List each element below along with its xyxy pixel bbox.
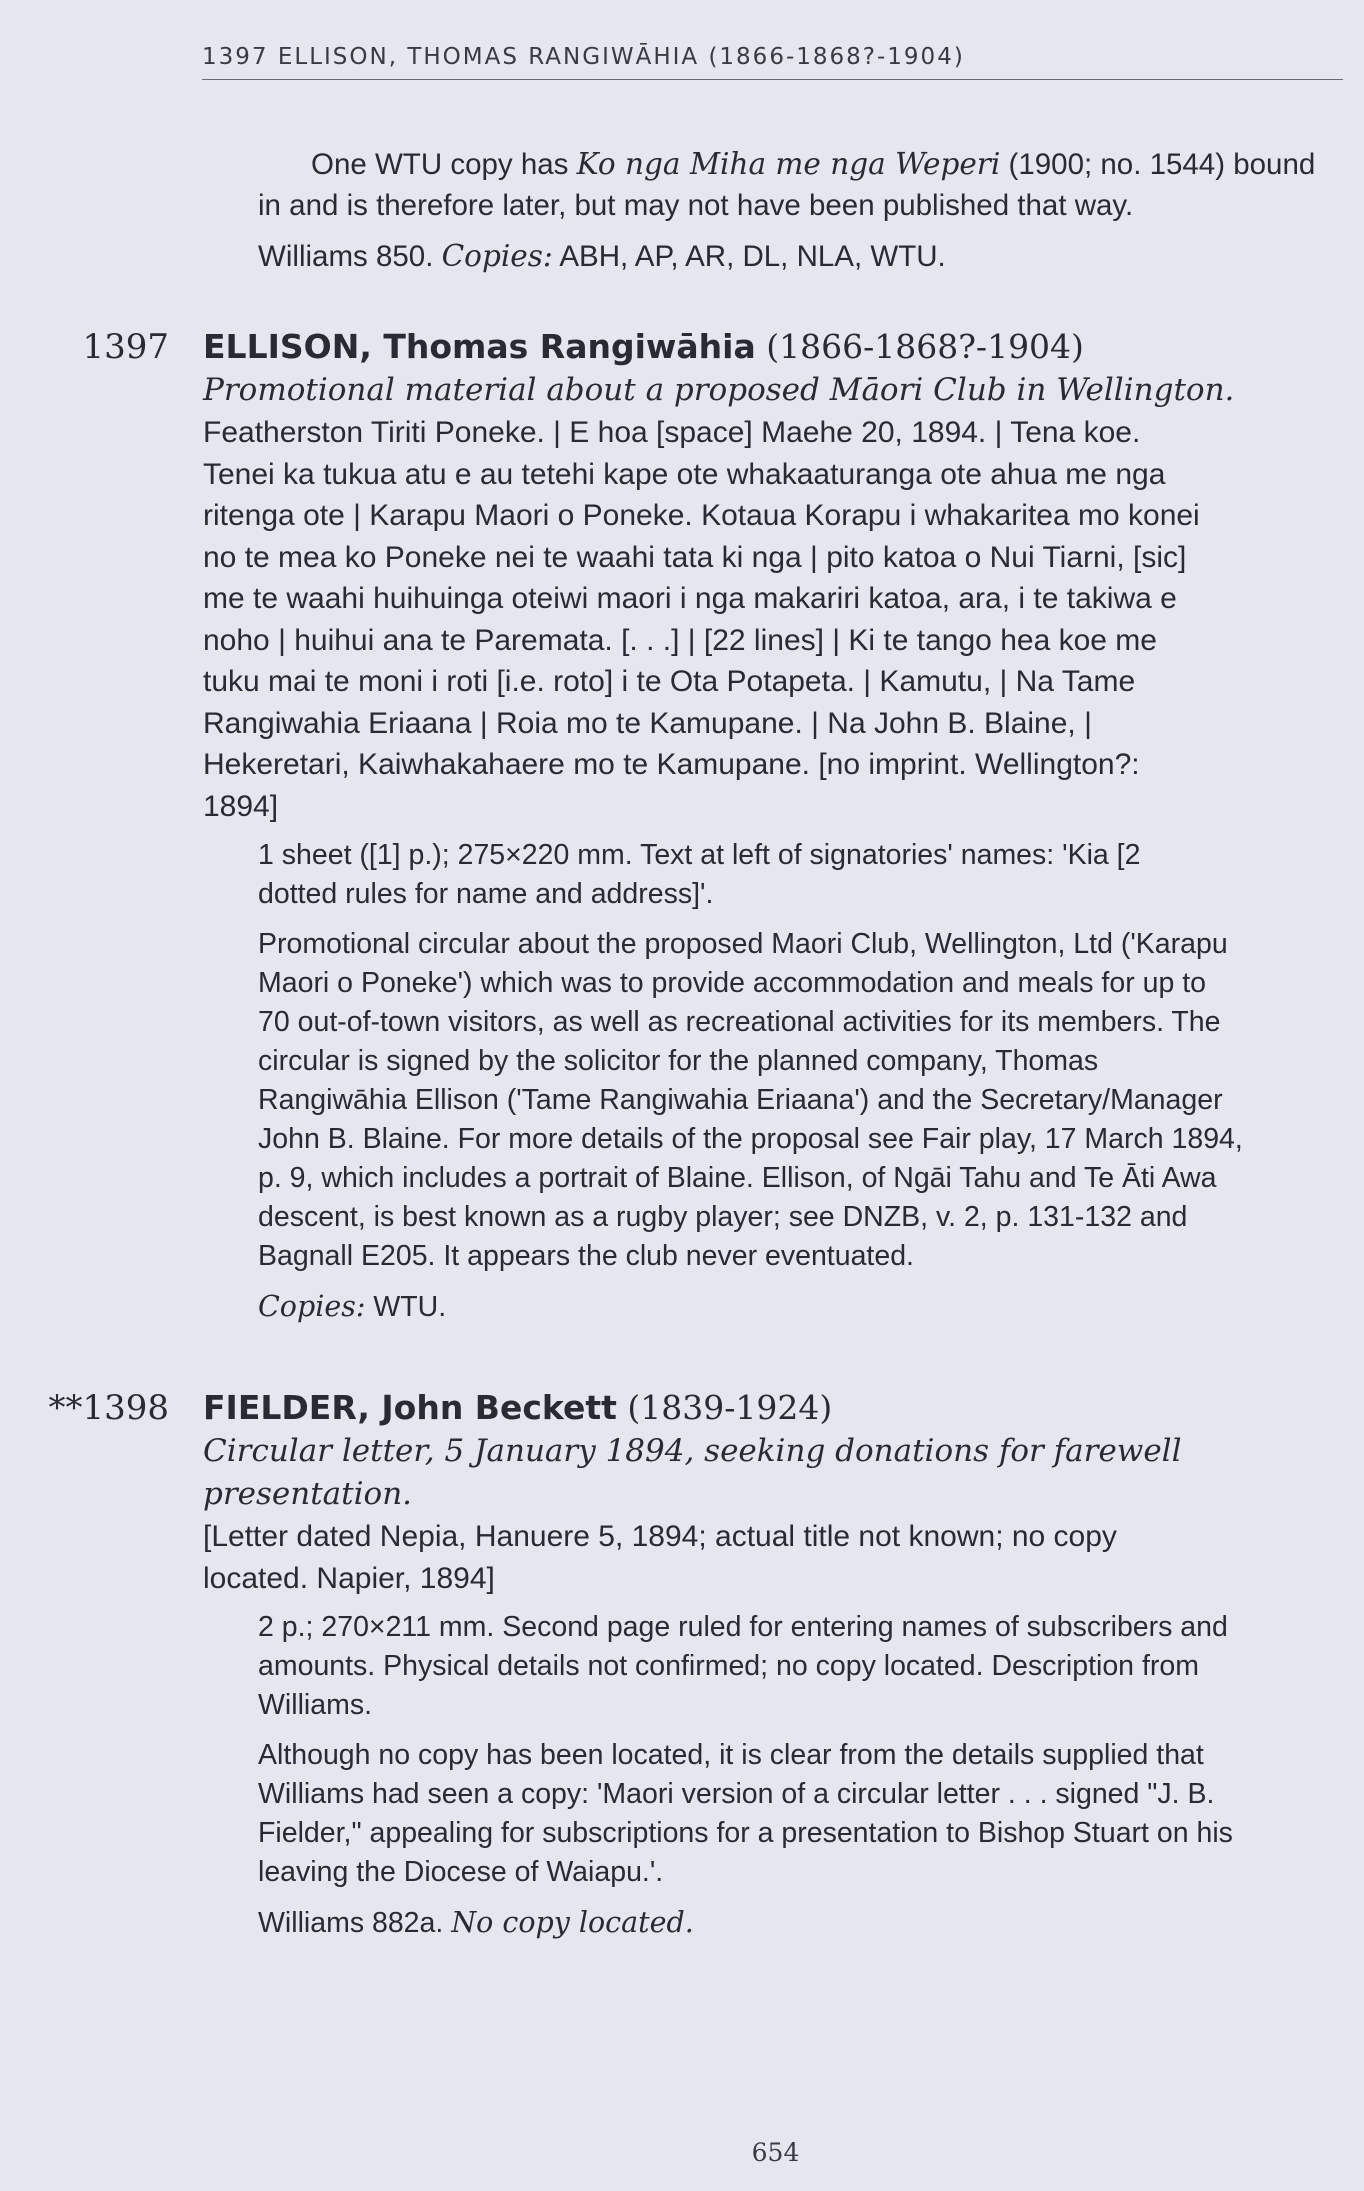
entry-heading	[203, 1386, 1344, 1430]
transcription-line: noho | huihui ana te Paremata. [. . .] | [22 lines] | Ki te tango hea koe me	[203, 623, 1157, 657]
transcription-line: 1894]	[203, 789, 279, 823]
note-line: Williams had seen a copy: 'Maori version of a circular letter . . . signed "J. B.	[258, 1778, 1215, 1810]
entry-title: Promotional material about a proposed Māori Club in Wellington.	[203, 372, 1235, 408]
author-name: ELLISON, Thomas Rangiwāhia	[203, 327, 756, 366]
note-line: Promotional circular about the proposed Maori Club, Wellington, Ltd ('Karapu	[258, 928, 1228, 960]
reference: Williams 882a.	[258, 1907, 452, 1939]
page-number: 654	[751, 2138, 800, 2167]
note-line: 70 out-of-town visitors, as well as recreational activities for its members. The	[258, 1006, 1221, 1038]
physical-line: amounts. Physical details not confirmed; no copy located. Description from	[258, 1650, 1199, 1682]
physical-line: 1 sheet ([1] p.); 275×220 mm. Text at left of signatories' names: 'Kia [2	[258, 839, 1141, 871]
copies-label: Copies:	[258, 1290, 366, 1323]
physical-line: Williams.	[258, 1689, 372, 1721]
text-run: One WTU copy has	[311, 148, 577, 181]
physical-description	[258, 836, 1344, 914]
entry-number: 1397	[82, 327, 169, 367]
note-line: p. 9, which includes a portrait of Blaine. Ellison, of Ngāi Tahu and Te Āti Awa	[258, 1162, 1217, 1194]
entry-title: presentation.	[203, 1476, 413, 1512]
note-line: leaving the Diocese of Waiapu.'.	[258, 1856, 664, 1888]
transcription-line: located. Napier, 1894]	[203, 1561, 495, 1595]
copies-label: Copies:	[441, 239, 553, 273]
transcription-line: Hekeretari, Kaiwhakahaere mo te Kamupane. [no imprint. Wellington?:	[203, 748, 1140, 781]
text-run: (1900; no. 1544) bound	[1000, 148, 1316, 181]
continuation-block	[258, 144, 1344, 277]
header-rule	[202, 79, 1343, 80]
author-dates: (1839-1924)	[627, 1388, 833, 1427]
continuation-copies	[258, 236, 1344, 277]
note-line: Bagnall E205. It appears the club never eventuated.	[258, 1240, 914, 1272]
note-line: descent, is best known as a rugby player; see DNZB, v. 2, p. 131-132 and	[258, 1201, 1188, 1233]
transcription	[203, 412, 1344, 827]
continuation-line-2: in and is therefore later, but may not have been published that way.	[258, 189, 1134, 222]
transcription-line: ritenga ote | Karapu Maori o Poneke. Kotaua Korapu i whakaritea mo konei	[203, 499, 1200, 532]
entry-content	[203, 325, 1344, 1327]
transcription-line: me te waahi huihuinga oteiwi maori i nga makariri katoa, ara, i te takiwa e	[203, 582, 1177, 615]
copies-list: ABH, AP, AR, DL, NLA, WTU.	[552, 240, 946, 273]
entry-number: **1398	[48, 1388, 169, 1428]
note-line: Rangiwāhia Ellison ('Tame Rangiwahia Eriaana') and the Secretary/Manager	[258, 1084, 1223, 1116]
note-line: circular is signed by the solicitor for the planned company, Thomas	[258, 1045, 1099, 1077]
copies-line	[258, 1287, 1344, 1327]
copies-list: WTU.	[365, 1291, 447, 1323]
transcription-line: tuku mai te moni i roti [i.e. roto] i te Ota Potapeta. | Kamutu, | Na Tame	[203, 665, 1136, 698]
reference: Williams 850.	[258, 240, 442, 273]
entry-heading	[203, 325, 1344, 369]
physical-line: 2 p.; 270×211 mm. Second page ruled for entering names of subscribers and	[258, 1611, 1228, 1643]
reference-line	[258, 1903, 1344, 1943]
cited-title: Ko nga Miha me nga Weperi	[576, 147, 1001, 181]
note-line: Although no copy has been located, it is clear from the details supplied that	[258, 1739, 1204, 1771]
transcription-line: no te mea ko Poneke nei te waahi tata ki nga | pito katoa o Nui Tiarni, [sic]	[203, 540, 1187, 574]
transcription-line: Featherston Tiriti Poneke. | E hoa [space] Maehe 20, 1894. | Tena koe.	[203, 416, 1141, 449]
note-line: Maori o Poneke') which was to provide accommodation and meals for up to	[258, 967, 1207, 999]
continuation-line-1	[258, 144, 1344, 185]
copy-status: No copy located.	[451, 1906, 694, 1939]
note-line: Fielder," appealing for subscriptions for a presentation to Bishop Stuart on his	[258, 1817, 1233, 1849]
transcription	[203, 1516, 1344, 1599]
transcription-line: Rangiwahia Eriaana | Roia mo te Kamupane. | Na John B. Blaine, |	[203, 706, 1092, 740]
bibliographic-note	[258, 1736, 1344, 1892]
transcription-line: [Letter dated Nepia, Hanuere 5, 1894; actual title not known; no copy	[203, 1520, 1117, 1553]
note-line: John B. Blaine. For more details of the proposal see Fair play, 17 March 1894,	[258, 1123, 1243, 1155]
author-dates: (1866-1868?-1904)	[766, 327, 1084, 366]
physical-line: dotted rules for name and address]'.	[258, 878, 714, 910]
entry-title: Circular letter, 5 January 1894, seeking donations for farewell	[203, 1433, 1182, 1469]
transcription-line: Tenei ka tukua atu e au tetehi kape ote whakaaturanga ote ahua me nga	[203, 457, 1166, 491]
entry-content	[203, 1386, 1344, 1943]
running-head: 1397 ELLISON, THOMAS RANGIWĀHIA (1866-1868?-1904)	[202, 44, 965, 70]
author-name: FIELDER, John Beckett	[203, 1388, 617, 1427]
bibliographic-note	[258, 925, 1344, 1276]
physical-description	[258, 1608, 1344, 1725]
